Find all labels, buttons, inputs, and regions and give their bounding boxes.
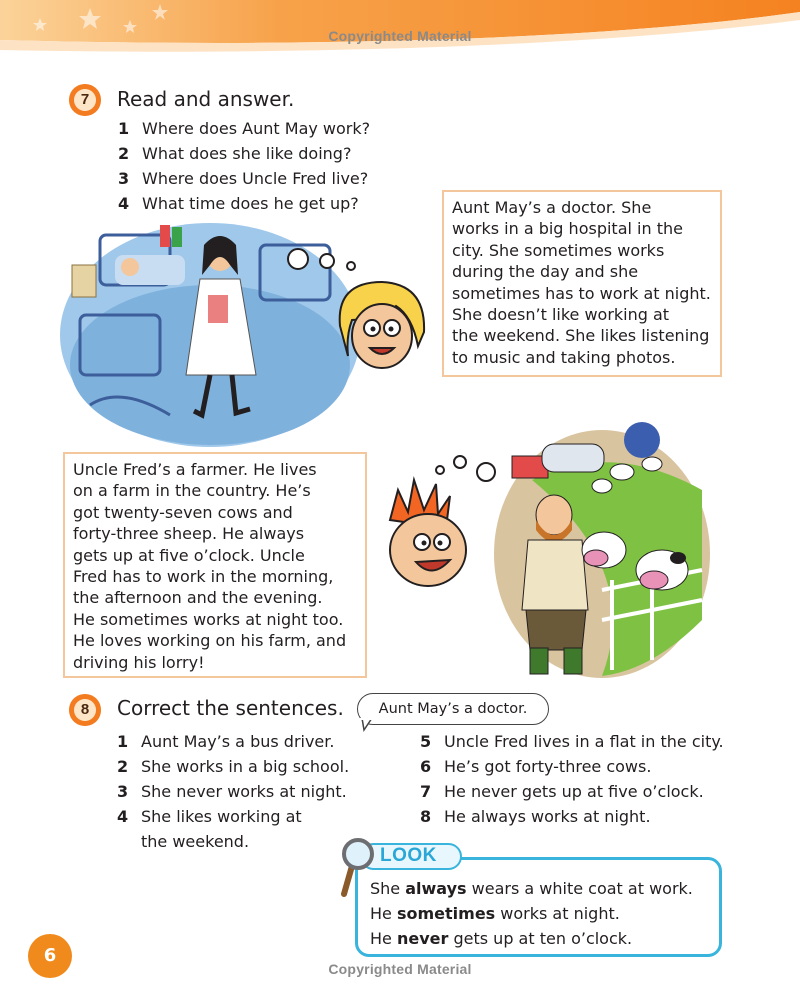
list-item: 1 Where does Aunt May work? [118,119,371,138]
exercise-7-questions [118,116,370,216]
list-item: the weekend. [141,832,250,851]
exercise-7-title: Read and answer. [117,87,295,111]
look-sentences [370,876,693,951]
text-line: on a farm in the country. He’s [73,481,311,501]
speech-tail-icon [360,718,376,732]
example-text: Aunt May’s a doctor. [378,701,528,717]
text-line: got twenty-seven cows and [73,502,293,522]
list-item: 3 She never works at night. [117,782,347,801]
text-line: forty-three sheep. He always [73,524,305,544]
text-line: She doesn’t like working at [452,305,670,325]
list-item: 2 She works in a big school. [117,757,350,776]
uncle-fred-portrait [380,450,500,600]
list-item: 4 She likes working at [117,807,302,826]
uncle-fred-text-box [63,452,367,678]
text-line: Uncle Fred’s a farmer. He lives [73,460,317,479]
exercise-8-left-list [117,729,349,854]
footer-copyright: Copyrighted Material [328,961,472,977]
text-line: gets up at five o’clock. Uncle [73,545,305,565]
exercise-8-badge [67,692,103,728]
text-line: driving his lorry! [73,652,205,672]
aunt-may-portrait [326,276,432,376]
text-line: He loves working on his farm, and [73,631,347,651]
page-number: 6 [28,934,72,978]
header-copyright: Copyrighted Material [328,28,472,44]
exercise-7-number: 7 [80,91,90,108]
exercise-8-right-list [420,729,724,829]
list-item: 7 He never gets up at five o’clock. [420,782,704,801]
exercise-7-badge [67,82,103,118]
list-item: 6 He’s got forty-three cows. [420,757,652,776]
list-item: 4 What time does he get up? [118,194,359,213]
text-line: sometimes has to work at night. [452,283,711,303]
list-item: 2 What does she like doing? [118,144,352,163]
text-line: to music and taking photos. [452,347,676,367]
look-sentence: He never gets up at ten o’clock. [370,929,633,948]
thought-bubbles-icon [282,245,362,275]
list-item: 8 He always works at night. [420,807,651,826]
text-line: during the day and she [452,262,639,282]
look-label: LOOK [380,845,437,866]
look-sentence: She always wears a white coat at work. [370,879,693,898]
text-line: Fred has to work in the morning, [73,567,334,587]
text-line: the afternoon and the evening. [73,588,323,608]
example-speech-bubble [357,693,549,725]
list-item: 1 Aunt May’s a bus driver. [117,732,335,751]
aunt-may-text-box [442,190,722,377]
exercise-8-title: Correct the sentences. [117,696,344,720]
list-item: 3 Where does Uncle Fred live? [118,169,369,188]
text-line: He sometimes works at night too. [73,609,344,629]
text-line: the weekend. She likes listening [452,326,710,346]
text-line: works in a big hospital in the [452,219,683,239]
exercise-8-number: 8 [80,701,90,718]
list-item: 5 Uncle Fred lives in a flat in the city. [420,732,724,751]
look-sentence: He sometimes works at night. [370,904,620,923]
farm-illustration [492,420,712,682]
text-line: city. She sometimes works [452,240,665,260]
text-line: Aunt May’s a doctor. She [452,198,652,217]
